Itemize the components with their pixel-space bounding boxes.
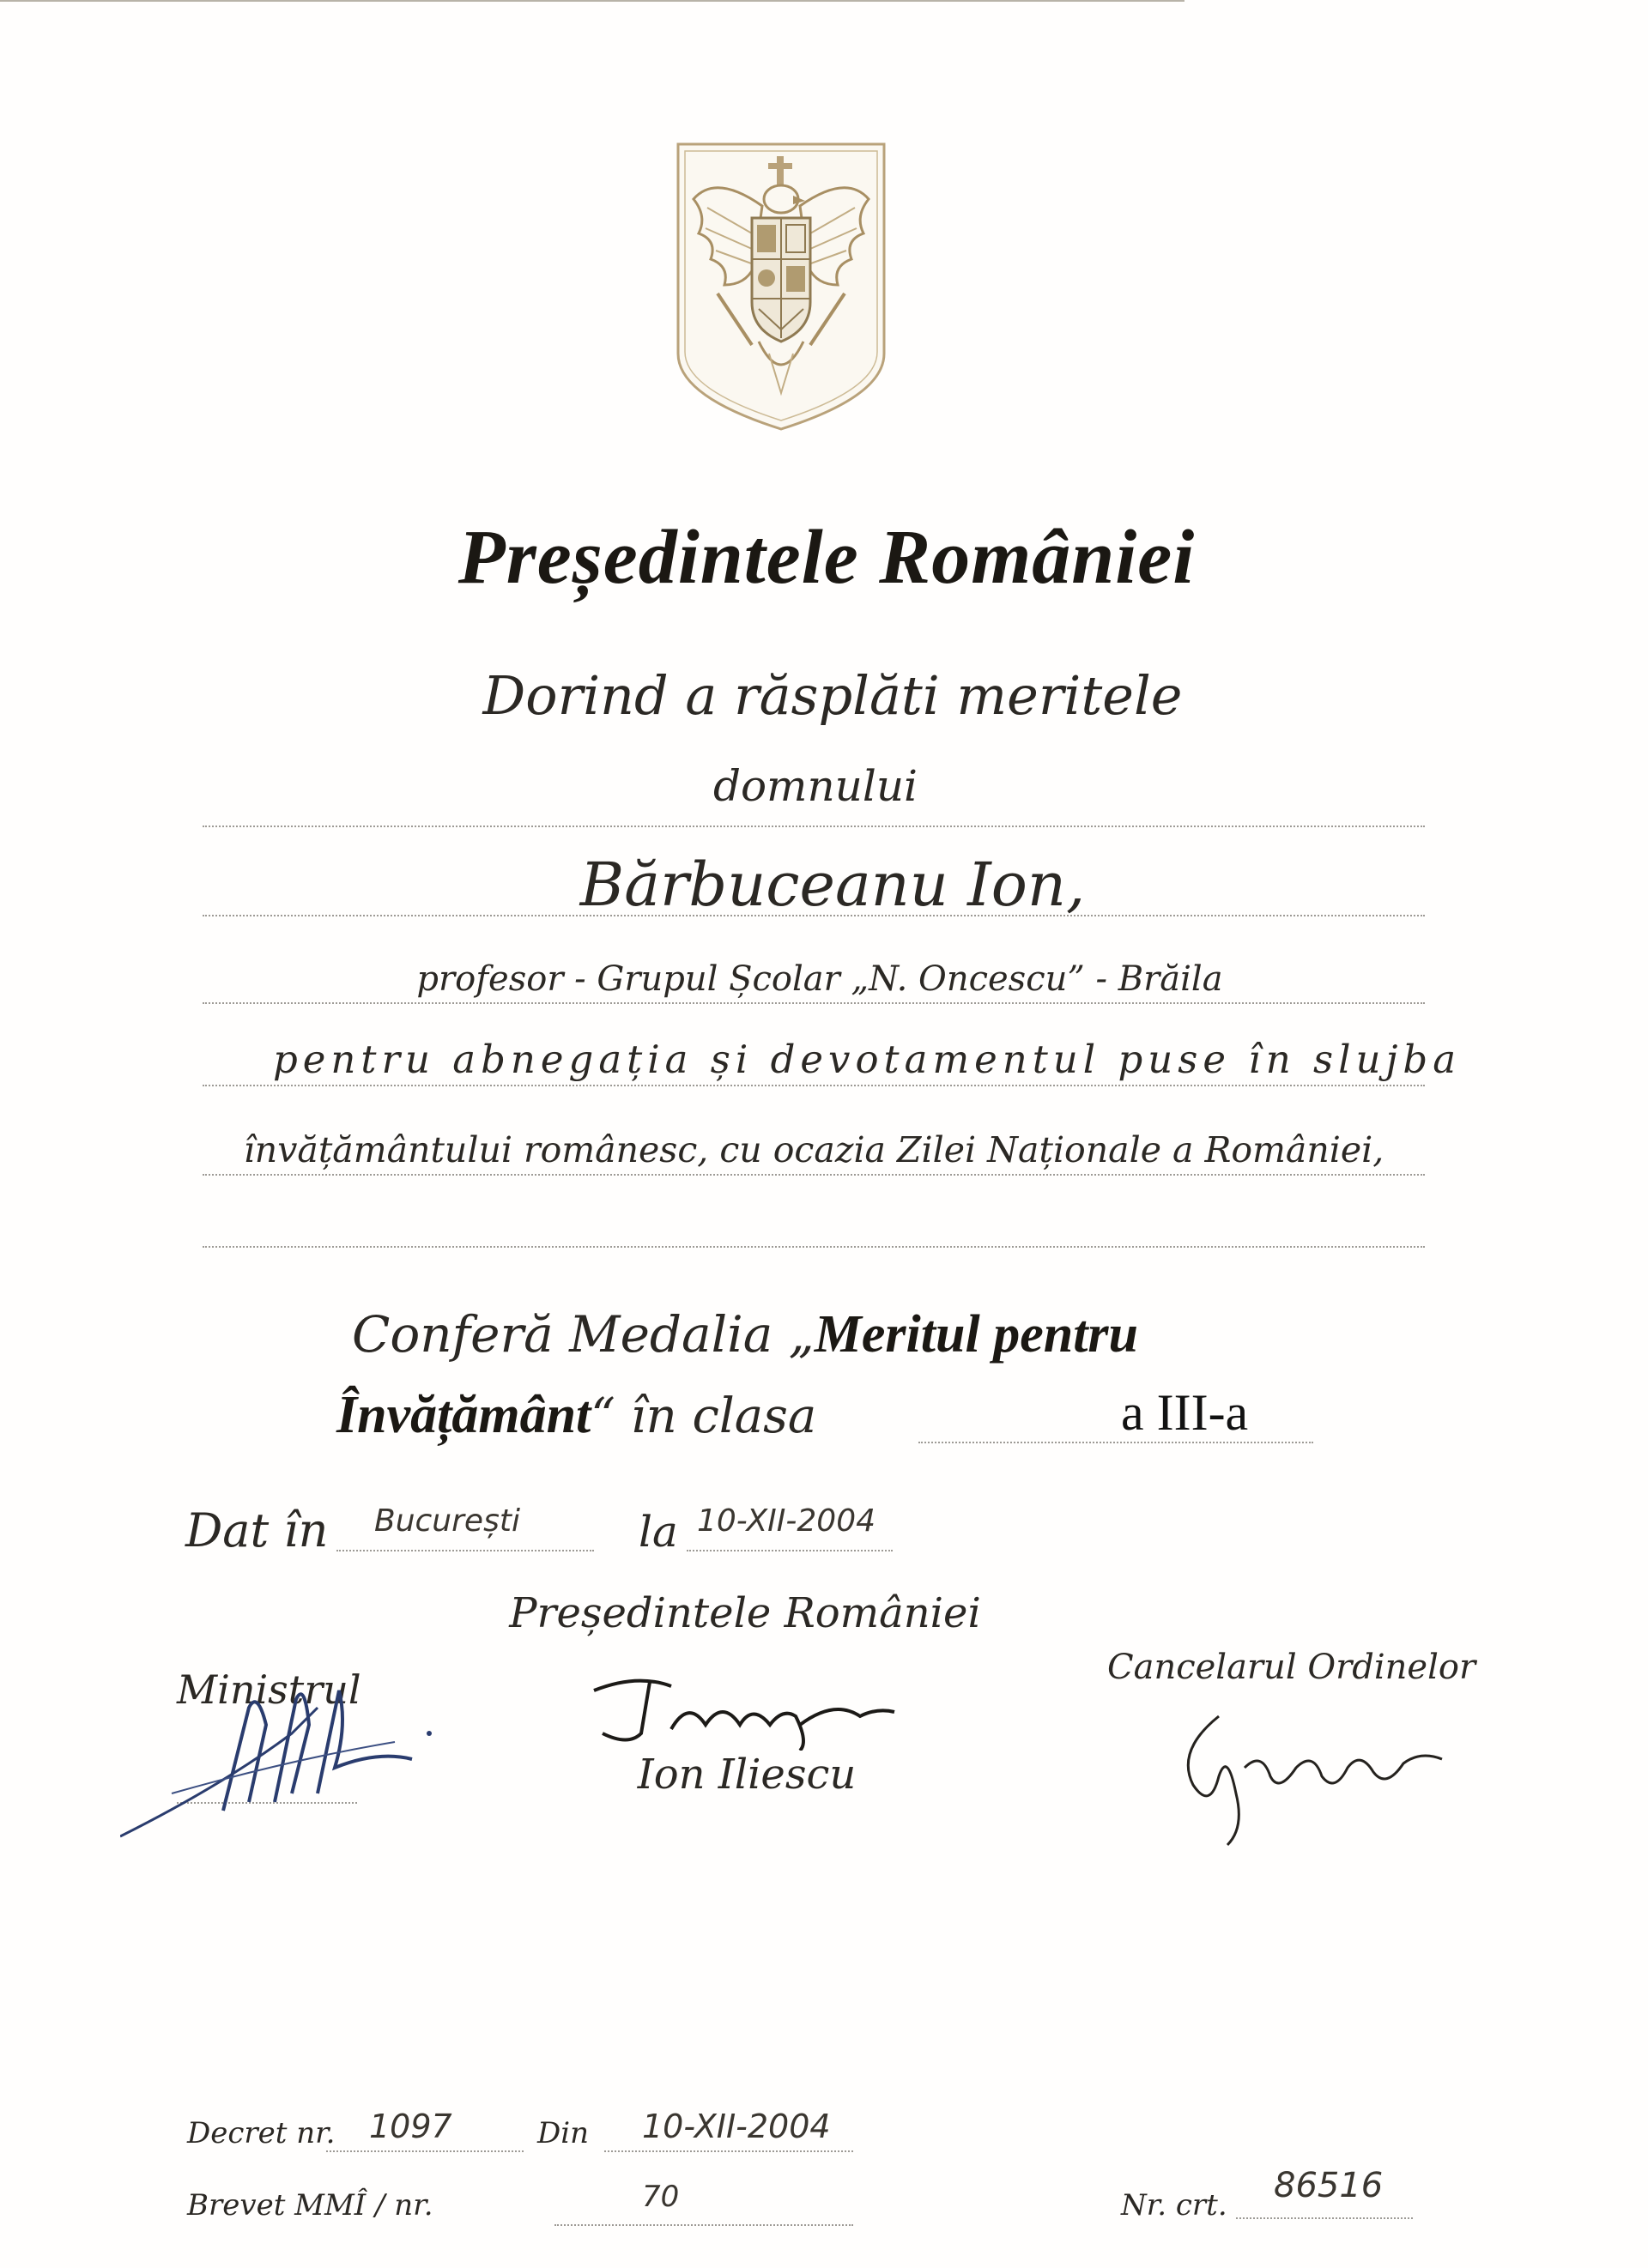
- dotted-line-1: [203, 826, 1425, 827]
- minister-signature-icon: [120, 1673, 446, 1845]
- domnului-label: domnului: [712, 761, 918, 811]
- la-value: 10-XII-2004: [697, 1503, 876, 1539]
- din-label: Din: [537, 2116, 590, 2150]
- confers-line: [352, 1304, 1348, 1365]
- brevet-value: 70: [642, 2180, 680, 2214]
- brevet-dotted-line: [554, 2224, 853, 2226]
- certificate-title: Președintele României: [457, 515, 1196, 600]
- la-dotted-line: [687, 1550, 893, 1551]
- chancellor-signature: [1167, 1699, 1459, 1854]
- class-value: a III-a: [1121, 1384, 1249, 1441]
- la-label: la: [639, 1507, 678, 1557]
- intro-line: Dorind a răsplăti meritele: [482, 664, 1183, 727]
- eagle-crest-icon: [673, 139, 889, 435]
- medal-name-part1: Meritul pentru: [814, 1305, 1139, 1364]
- nr-crt-dotted-line: [1236, 2217, 1413, 2219]
- decret-dotted-line: [326, 2150, 524, 2152]
- dotted-line-3: [203, 1002, 1425, 1004]
- medal-name-part2: Învățământ: [336, 1386, 591, 1444]
- recipient-name: Bărbuceanu Ion,: [579, 850, 1086, 920]
- brevet-label: Brevet MMÎ / nr.: [187, 2188, 433, 2223]
- din-value: 10-XII-2004: [642, 2108, 831, 2145]
- nr-crt-label: Nr. crt.: [1121, 2188, 1227, 2223]
- dat-in-value: București: [374, 1503, 520, 1539]
- coat-of-arms-emblem: [673, 139, 889, 435]
- recipient-role: profesor - Grupul Școlar „N. Oncescu” - Brăila: [416, 959, 1223, 999]
- dotted-line-5: [203, 1174, 1425, 1176]
- class-prefix: “ în clasa: [591, 1388, 817, 1444]
- president-signature-icon: [577, 1665, 920, 1751]
- cancelar-label: Cancelarul Ordinelor: [1107, 1648, 1476, 1687]
- decret-label: Decret nr.: [187, 2116, 336, 2150]
- president-caption: Președintele României: [509, 1589, 981, 1637]
- reason-line-1: pentru abnegația și devotamentul puse în slujba: [273, 1037, 1462, 1082]
- dat-in-label: Dat în: [185, 1503, 329, 1557]
- dotted-line-4: [203, 1085, 1425, 1086]
- nr-crt-value: 86516: [1274, 2166, 1384, 2205]
- president-signature: [577, 1665, 920, 1751]
- president-name: Ion Iliescu: [637, 1751, 857, 1799]
- dat-in-dotted-line: [336, 1550, 594, 1551]
- din-dotted-line: [604, 2150, 853, 2152]
- ministrul-label: Ministrul: [177, 1666, 361, 1713]
- scan-top-edge: [0, 0, 1184, 2]
- decret-value: 1097: [369, 2108, 452, 2145]
- dotted-line-6: [203, 1246, 1425, 1248]
- reason-line-2: învățământului românesc, cu ocazia Zilei Naționale a României,: [243, 1129, 1384, 1170]
- minister-signature: [120, 1673, 446, 1845]
- class-dotted-line: [918, 1442, 1313, 1443]
- confers-prefix: Conferă Medalia „: [352, 1305, 815, 1364]
- dotted-line-2: [203, 915, 1425, 916]
- chancellor-signature-icon: [1167, 1699, 1459, 1854]
